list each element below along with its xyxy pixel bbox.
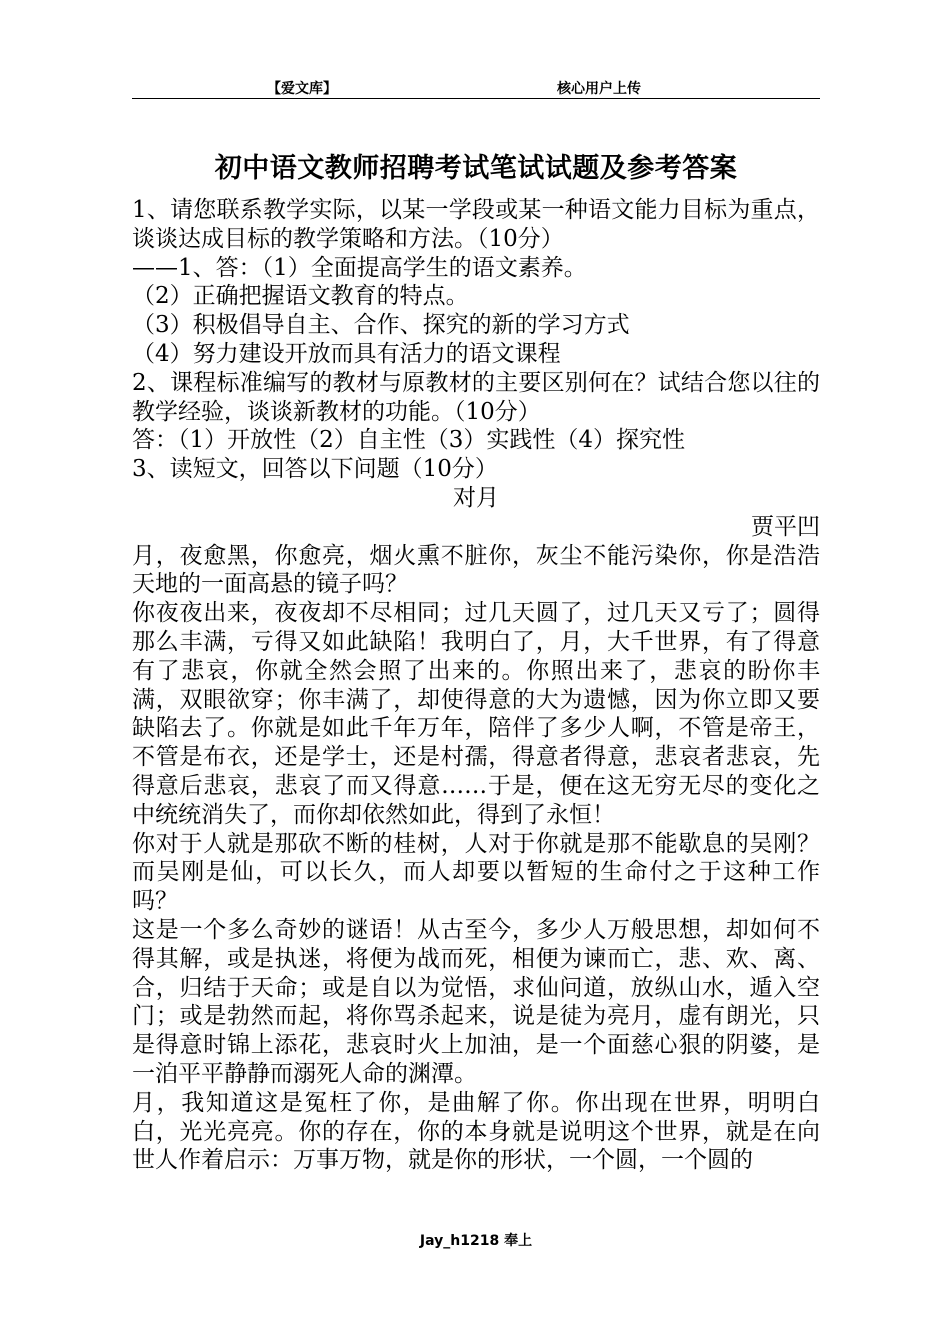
answer-1-line-3: （3）积极倡导自主、合作、探究的新的学习方式 — [132, 312, 630, 339]
essay-paragraph: 你对于人就是那砍不断的桂树，人对于你就是那不能歇息的吴刚？而吴刚是仙，可以长久，而人却要以暂短的生命付之于这种工作吗？ — [132, 830, 820, 915]
page-footer: Jay_h1218 奉上 — [419, 1233, 533, 1249]
essay-author: 贾平凹 — [751, 513, 820, 540]
essay-title: 对月 — [453, 484, 499, 511]
question-2: 2、课程标准编写的教材与原教材的主要区别何在？试结合您以往的教学经验，谈谈新教材的功能。（10分） — [132, 369, 820, 425]
answer-1-line-1: ——1、答：（1）全面提高学生的语文素养。 — [132, 254, 587, 281]
answer-1-line-4: （4）努力建设开放而具有活力的语文课程 — [132, 340, 561, 367]
essay-paragraph: 这是一个多么奇妙的谜语！从古至今，多少人万般思想，却如何不得其解，或是执迷，将便为战而死，相便为谏而亡，悲、欢、离、合，归结于天命；或是自以为觉悟，求仙问道，放纵山水，遁入空门；或是勃然而起，将你骂杀起来，说是徒为亮月，虚有朗光，只是得意时锦上添花，悲哀时火上加油，是一个面慈心狠的阴婆，是一泊平平静静而溺死人命的渊潭。 — [132, 916, 820, 1087]
question-3: 3、读短文，回答以下问题（10分） — [132, 456, 498, 483]
document-body — [132, 196, 820, 1175]
header-source-label: 【爱文库】 — [267, 81, 337, 97]
answer-2: 答：（1）开放性（2）自主性（3）实践性（4）探究性 — [132, 427, 686, 454]
page-header — [132, 76, 820, 99]
header-uploader-label: 核心用户上传 — [557, 81, 641, 97]
essay-paragraph: 你夜夜出来，夜夜却不尽相同；过几天圆了，过几天又亏了；圆得那么丰满，亏得又如此缺陷！我明白了，月，大千世界，有了得意有了悲哀，你就全然会照了出来的。你照出来了，悲哀的盼你丰满，双眼欲穿；你丰满了，却使得意的大为遗憾，因为你立即又要缺陷去了。你就是如此千年万年，陪伴了多少人啊，不管是帝王，不管是布衣，还是学士，还是村孺，得意者得意，悲哀者悲哀，先得意后悲哀，悲哀了而又得意……于是，便在这无穷无尽的变化之中统统消失了，而你却依然如此，得到了永恒！ — [132, 600, 820, 828]
document-title: 初中语文教师招聘考试笔试试题及参考答案 — [214, 153, 738, 184]
essay-paragraph: 月，我知道这是冤枉了你，是曲解了你。你出现在世界，明明白白，光光亮亮。你的存在，你的本身就是说明这个世界，就是在向世人作着启示：万事万物，就是你的形状，一个圆，一个圆的 — [132, 1089, 820, 1174]
answer-1-line-2: （2）正确把握语文教育的特点。 — [132, 283, 469, 310]
question-1: 1、请您联系教学实际，以某一学段或某一种语文能力目标为重点，谈谈达成目标的教学策略和方法。（10分） — [132, 197, 820, 252]
essay-paragraph: 月，夜愈黑，你愈亮，烟火熏不脏你，灰尘不能污染你，你是浩浩天地的一面高悬的镜子吗？ — [132, 542, 820, 598]
